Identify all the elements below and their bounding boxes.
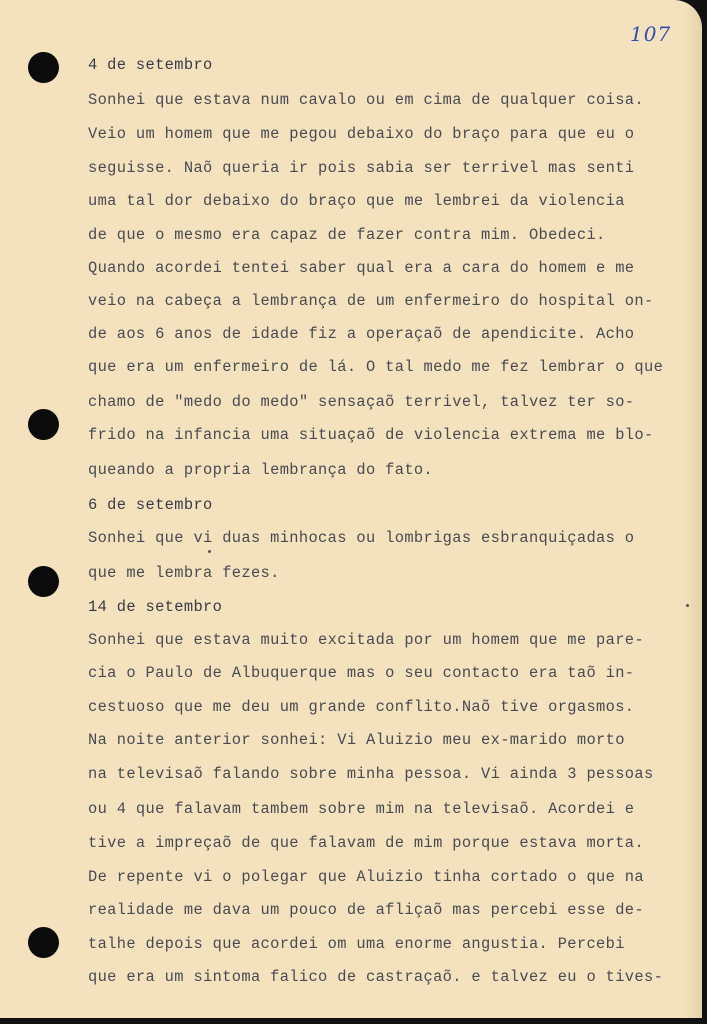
text-line: Sonhei que estava muito excitada por um homem que me pare-: [88, 631, 644, 649]
text-line: de aos 6 anos de idade fiz a operaçaõ de apendicite. Acho: [88, 325, 635, 343]
entry-date: 6 de setembro: [88, 496, 213, 514]
text-line: na televisaõ falando sobre minha pessoa. Vi ainda 3 pessoas: [88, 765, 654, 783]
text-line: que era um sintoma falico de castraçaõ. e talvez eu o tives-: [88, 968, 664, 986]
text-line: Na noite anterior sonhei: Vi Aluizio meu ex-marido morto: [88, 731, 625, 749]
text-line: Veio um homem que me pegou debaixo do braço para que eu o: [88, 125, 635, 143]
text-line: seguisse. Naõ queria ir pois sabia ser terrivel mas senti: [88, 159, 635, 177]
text-line: de que o mesmo era capaz de fazer contra mim. Obedeci.: [88, 226, 606, 244]
page-edge-shadow: [684, 0, 702, 1018]
text-line: Sonhei que vi duas minhocas ou lombrigas esbranquiçadas o: [88, 529, 635, 547]
stray-ink-mark: [208, 550, 211, 553]
text-line: queando a propria lembrança do fato.: [88, 461, 434, 479]
binder-hole: [28, 927, 59, 958]
text-line: frido na infancia uma situaçaõ de violencia extrema me blo-: [88, 426, 654, 444]
text-line: Sonhei que estava num cavalo ou em cima de qualquer coisa.: [88, 91, 644, 109]
text-line: chamo de "medo do medo" sensaçaõ terrivel, talvez ter so-: [88, 393, 635, 411]
text-line: uma tal dor debaixo do braço que me lembrei da violencia: [88, 192, 625, 210]
text-line: tive a impreçaõ de que falavam de mim porque estava morta.: [88, 834, 644, 852]
text-line: veio na cabeça a lembrança de um enfermeiro do hospital on-: [88, 292, 654, 310]
entry-date: 4 de setembro: [88, 56, 213, 74]
text-line: talhe depois que acordei om uma enorme angustia. Percebi: [88, 935, 625, 953]
text-line: que me lembra fezes.: [88, 564, 280, 582]
text-line: cestuoso que me deu um grande conflito.Naõ tive orgasmos.: [88, 698, 635, 716]
stray-ink-mark: [686, 604, 689, 607]
page-number: 107: [630, 22, 672, 46]
entry-date: 14 de setembro: [88, 598, 223, 616]
binder-hole: [28, 52, 59, 83]
binder-hole: [28, 409, 59, 440]
text-line: cia o Paulo de Albuquerque mas o seu contacto era taõ in-: [88, 664, 635, 682]
text-line: realidade me dava um pouco de afliçaõ mas percebi esse de-: [88, 901, 644, 919]
text-line: Quando acordei tentei saber qual era a cara do homem e me: [88, 259, 635, 277]
binder-hole: [28, 566, 59, 597]
text-line: que era um enfermeiro de lá. O tal medo me fez lembrar o que: [88, 358, 664, 376]
text-line: De repente vi o polegar que Aluizio tinha cortado o que na: [88, 868, 644, 886]
text-line: ou 4 que falavam tambem sobre mim na televisaõ. Acordei e: [88, 800, 635, 818]
